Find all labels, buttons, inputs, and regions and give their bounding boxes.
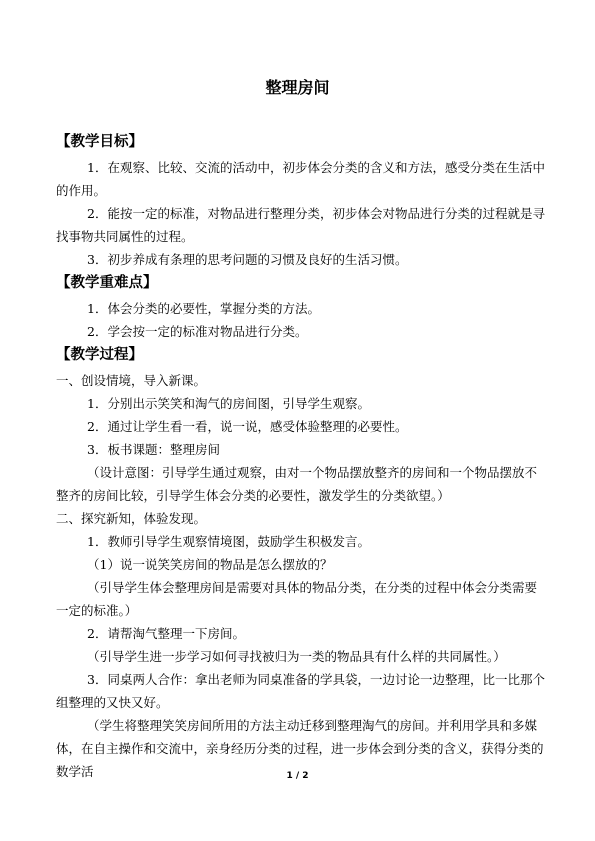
- process-part-1-design-note: （设计意图：引导学生通过观察，由对一个物品摆放整齐的房间和一个物品摆放不整齐的房间比较，引导学生体会分类的必要性，激发学生的分类欲望。）: [56, 465, 538, 503]
- section-heading-goals: 【教学目标】: [56, 134, 143, 150]
- process-part-2-item-6: 3．同桌两人合作：拿出老师为同桌准备的学具袋，一边讨论一边整理，比一比那个组整理的又快又好。: [56, 672, 545, 710]
- goal-item-2: 2．能按一定的标准，对物品进行整理分类，初步体会对物品进行分类的过程就是寻找事物共同属性的过程。: [56, 206, 545, 244]
- process-part-2-title: 二、探究新知，体验发现。: [56, 511, 207, 526]
- process-part-2-item-2: （1）说一说笑笑房间的物品是怎么摆放的？: [87, 557, 333, 572]
- process-part-2-item-3: （引导学生体会整理房间是需要对具体的物品分类，在分类的过程中体会分类需要一定的标准。）: [56, 580, 538, 618]
- process-part-2-item-7: （学生将整理笑笑房间所用的方法主动迁移到整理淘气的房间。并利用学具和多媒体，在自主操作和交流中，亲身经历分类的过程，进一步体会到分类的含义，获得分类的数学活: [56, 718, 544, 779]
- goal-item-3: 3．初步养成有条理的思考问题的习惯及良好的生活习惯。: [87, 252, 408, 267]
- section-heading-key-points: 【教学重难点】: [56, 275, 158, 291]
- page-number: 1 / 2: [286, 771, 309, 781]
- process-part-1-item-1: 1．分别出示笑笑和淘气的房间图，引导学生观察。: [87, 396, 370, 411]
- key-point-item-2: 2．学会按一定的标准对物品进行分类。: [87, 324, 308, 339]
- process-part-1-item-3: 3．板书课题：整理房间: [87, 442, 220, 457]
- section-heading-process: 【教学过程】: [56, 347, 143, 363]
- process-part-1-title: 一、创设情境，导入新课。: [56, 373, 207, 388]
- goal-item-1: 1．在观察、比较、交流的活动中，初步体会分类的含义和方法，感受分类在生活中的作用。: [56, 160, 545, 198]
- key-point-item-1: 1．体会分类的必要性，掌握分类的方法。: [87, 301, 320, 316]
- process-part-1-item-2: 2．通过让学生看一看，说一说，感受体验整理的必要性。: [87, 419, 408, 434]
- document-title: 整理房间: [265, 78, 330, 97]
- process-part-2-item-1: 1．教师引导学生观察情境图，鼓励学生积极发言。: [87, 534, 370, 549]
- process-part-2-item-5: （引导学生进一步学习如何寻找被归为一类的物品具有什么样的共同属性。）: [87, 649, 506, 664]
- process-part-2-item-4: 2．请帮淘气整理一下房间。: [87, 626, 245, 641]
- document-body: [56, 130, 546, 783]
